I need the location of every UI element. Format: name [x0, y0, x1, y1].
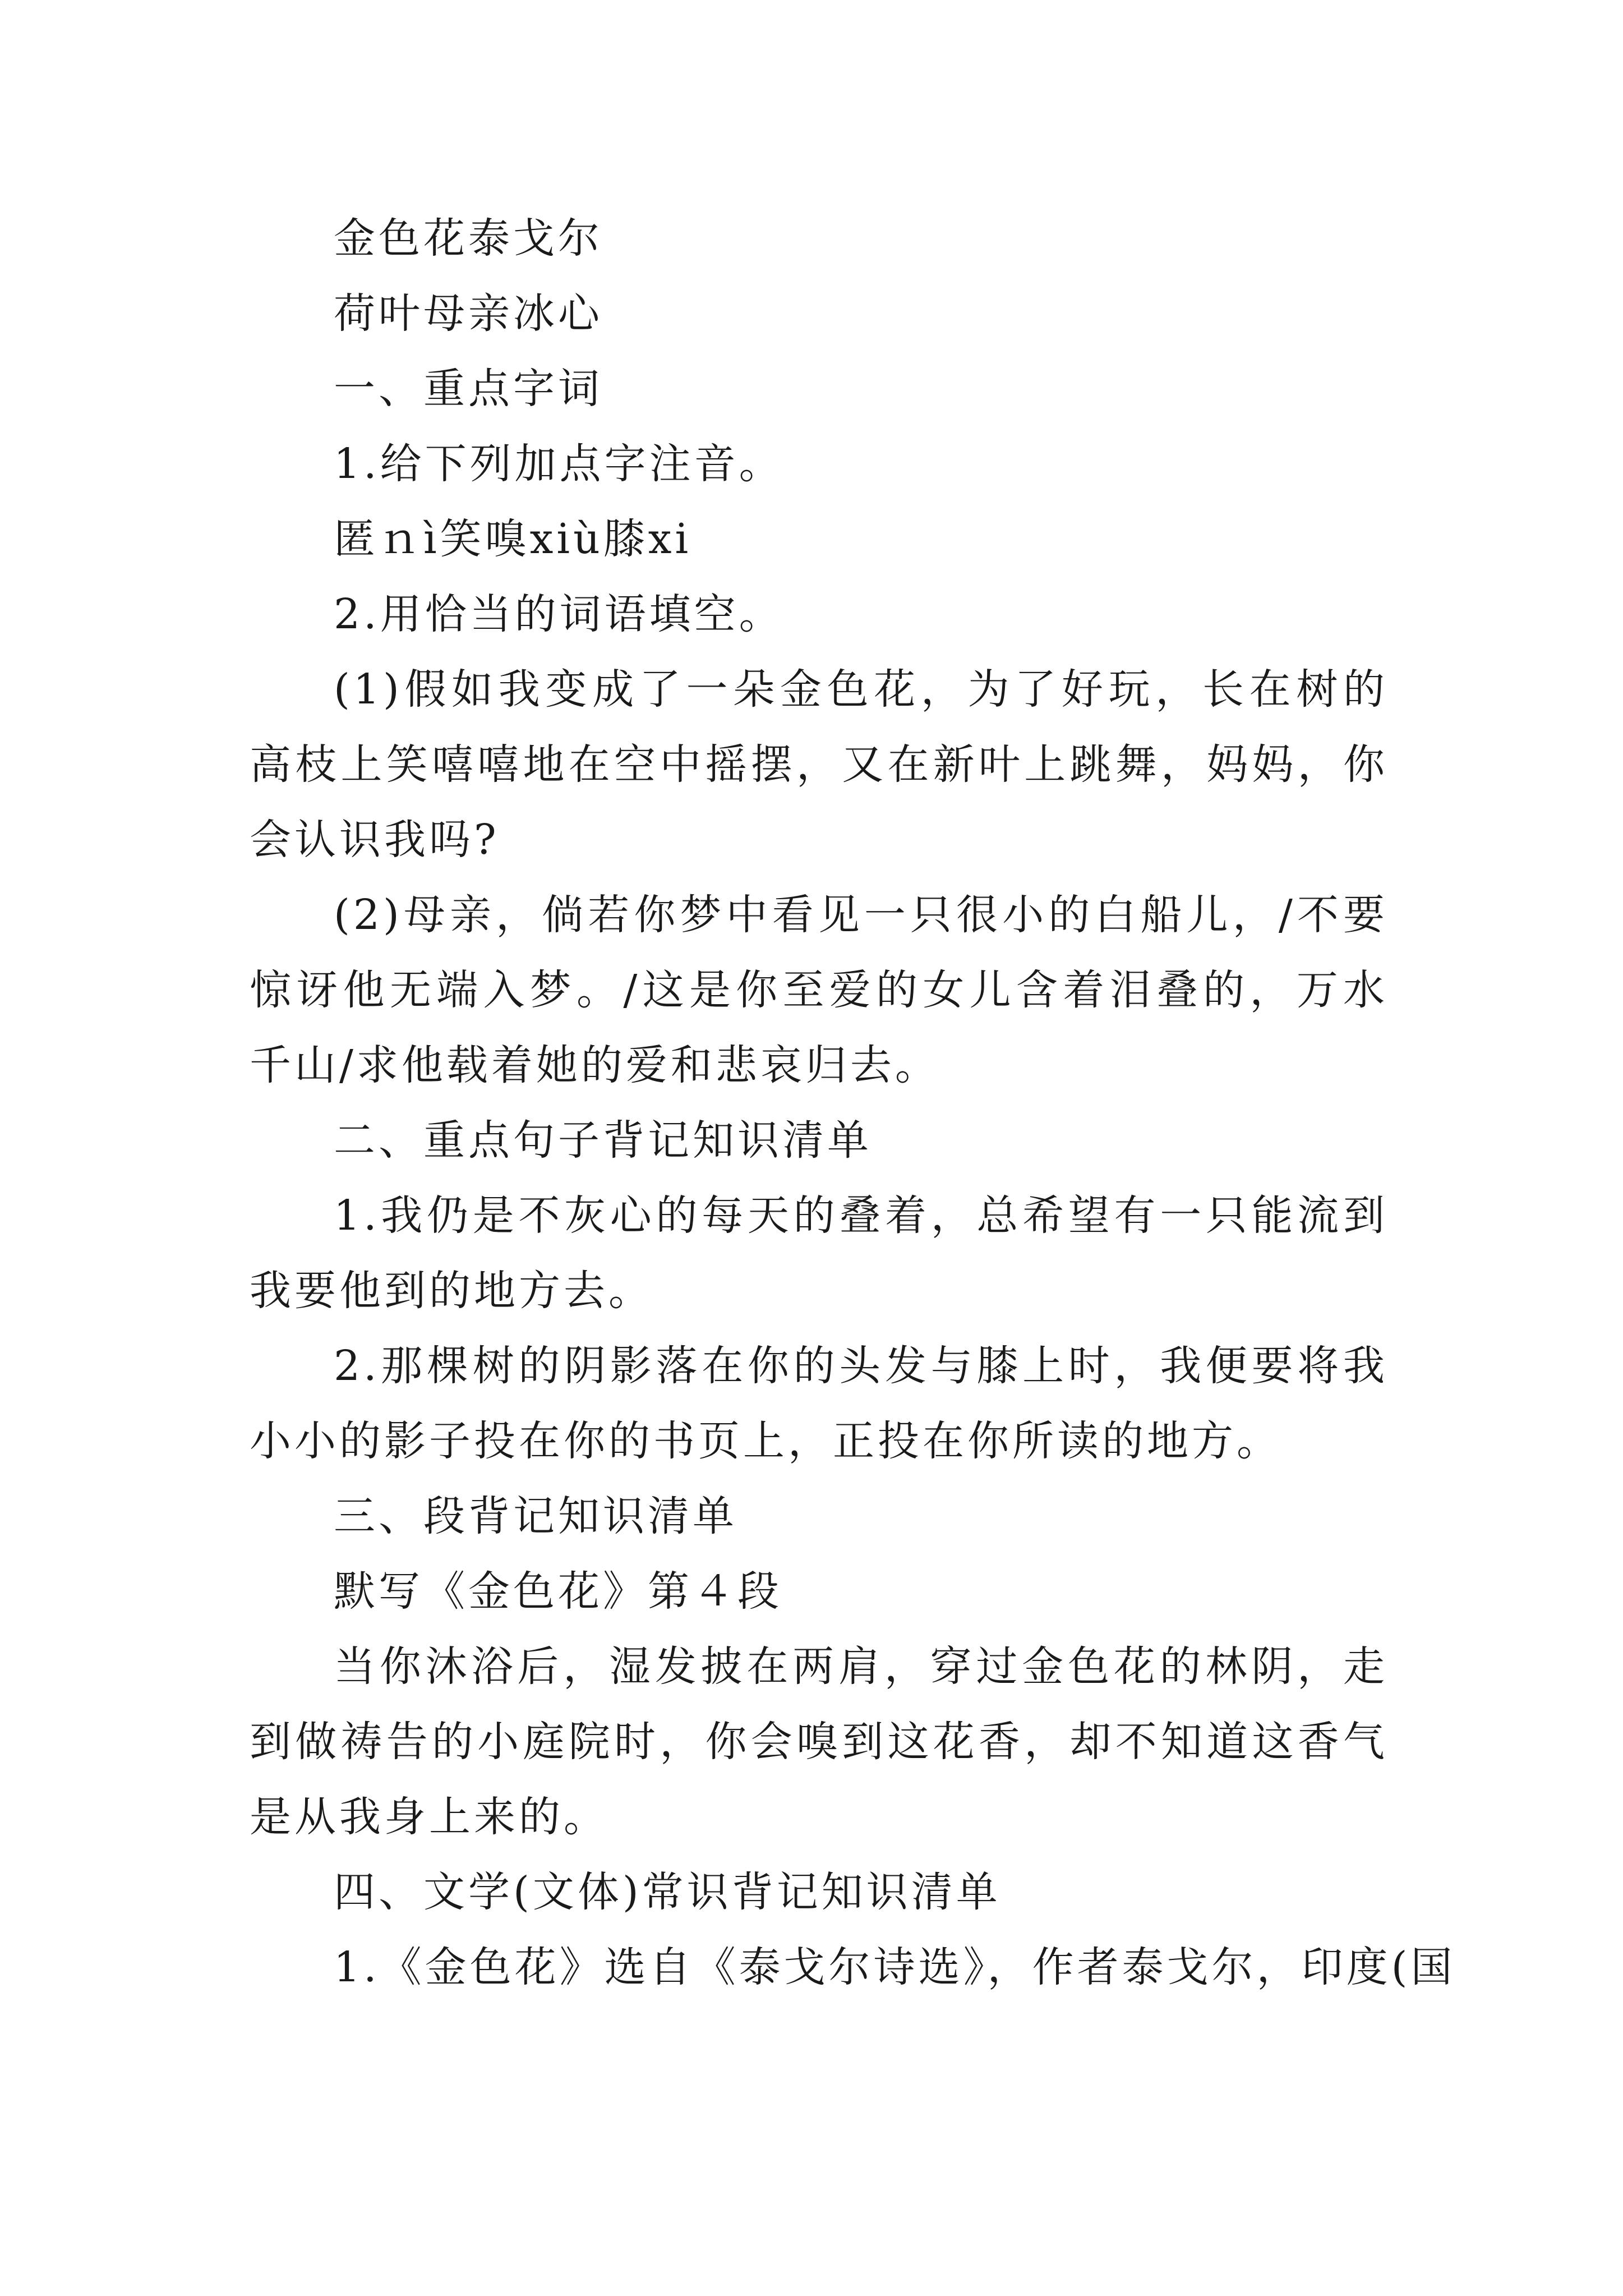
- section-4-item-1: 1.《金色花》选自《泰戈尔诗选》，作者泰戈尔，印度(国: [334, 1943, 1456, 1991]
- question-2-item-2: (2)母亲，倘若你梦中看见一只很小的白船儿，/不要惊讶他无端入梦。/这是你至爱的女儿含着泪叠的，万水千山/求他载着她的爱和悲哀归去。: [250, 891, 1388, 1089]
- title-lotus-leaf: 荷叶母亲冰心: [334, 289, 603, 338]
- section-4-heading: 四、文学(文体)常识背记知识清单: [334, 1868, 1001, 1916]
- section-3-task: 默写《金色花》第４段: [334, 1567, 782, 1616]
- section-1-heading: 一、重点字词: [334, 365, 603, 413]
- section-2-item-2: 2.那棵树的阴影落在你的头发与膝上时，我便要将我小小的影子投在你的书页上，正投在你所读的地方。: [250, 1342, 1388, 1465]
- section-2-heading: 二、重点句子背记知识清单: [334, 1116, 872, 1165]
- title-golden-flower: 金色花泰戈尔: [334, 214, 603, 263]
- section-3-heading: 三、段背记知识清单: [334, 1492, 737, 1540]
- question-2: 2.用恰当的词语填空。: [334, 590, 784, 638]
- document-body: [250, 201, 1456, 2005]
- question-2-item-1: (1)假如我变成了一朵金色花，为了好玩，长在树的高枝上笑嘻嘻地在空中摇摆，又在新叶上跳舞，妈妈，你会认识我吗?: [250, 665, 1388, 864]
- section-3-passage: 当你沐浴后，湿发披在两肩，穿过金色花的林阴，走到做祷告的小庭院时，你会嗅到这花香，却不知道这香气是从我身上来的。: [250, 1642, 1388, 1841]
- question-1: 1.给下列加点字注音。: [334, 440, 784, 488]
- question-1-answer: 匿ｎì笑嗅xiù膝xi: [334, 515, 692, 563]
- section-2-item-1: 1.我仍是不灰心的每天的叠着，总希望有一只能流到我要他到的地方去。: [250, 1191, 1388, 1315]
